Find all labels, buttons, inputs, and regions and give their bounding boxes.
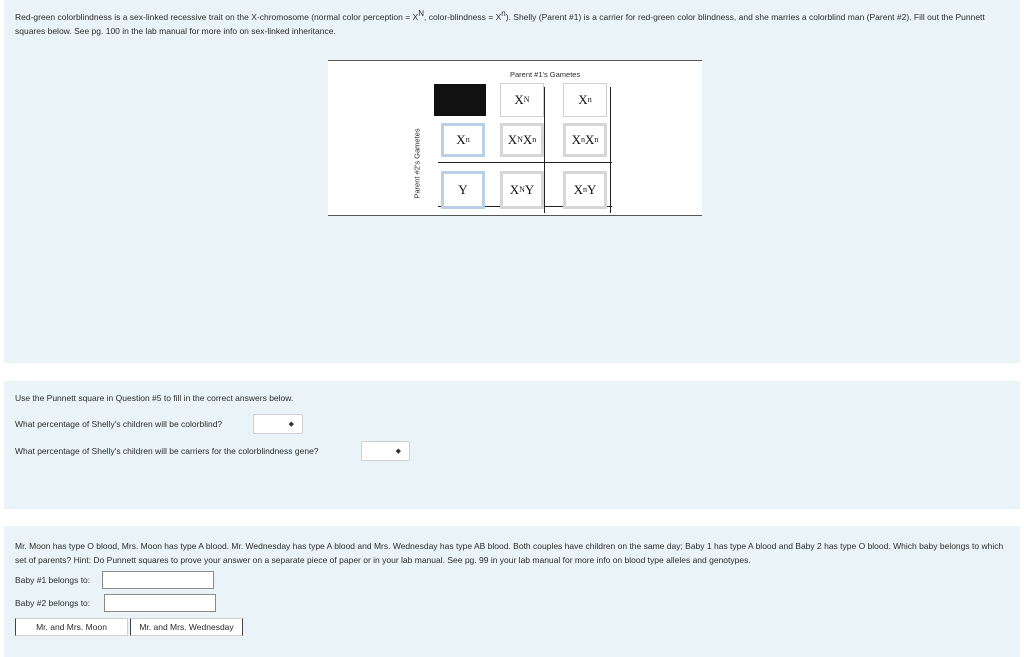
question-intro-text: Red-green colorblindness is a sex-linked recessive trait on the X-chromosome (normal color perception = $X^N$, color-blindness = $X^n$). Shelly (Parent #1) is a carrier for red-green color blindness, and she marries a colorblind man (Parent #2). Fill out the Punnett squares below. See pg. 100 in the lab manual for more info on sex-linked inheritance.	[15, 9, 985, 36]
question-panel-blood-type	[4, 526, 1020, 657]
baby2-label: Baby #2 belongs to:	[15, 598, 91, 608]
dropdown-arrow-icon: ◆	[288, 421, 294, 428]
gamete-header-left[interactable]: Y	[441, 171, 485, 209]
question-carriers-label: What percentage of Shelly's children will be carriers for the colorblindness gene?	[15, 446, 319, 456]
carriers-percentage-select[interactable]	[361, 441, 410, 461]
offspring-genotype-cell[interactable]: X N Y	[500, 171, 544, 209]
parent1-gametes-label: Parent #1's Gametes	[510, 70, 581, 79]
grid-line	[544, 87, 545, 213]
answer-option-moon[interactable]: Mr. and Mrs. Moon	[15, 618, 128, 636]
colorblind-percentage-select[interactable]	[253, 414, 303, 434]
dropdown-arrow-icon: ◆	[395, 448, 401, 455]
parent2-gametes-label: Parent #2's Gametes	[412, 128, 422, 199]
question-colorblind-label: What percentage of Shelly's children will be colorblind?	[15, 419, 223, 429]
offspring-genotype-cell[interactable]: X N X n	[500, 123, 544, 157]
question-text: Mr. Moon has type O blood, Mrs. Moon has type A blood. Mr. Wednesday has type A blood and Mrs. Wednesday has type AB blood. Both couples have children on the same day; Baby 1 has type A blood and Baby 2 has type O blood. Which baby belongs to which set of parents? Hint: Do Punnett squares to prove your answer on a separate piece of paper or in your lab manual. See pg. 99 in your lab manual for more info on blood type alleles and genotypes.	[15, 541, 1004, 565]
baby1-drop-zone[interactable]	[102, 571, 214, 589]
offspring-genotype-cell[interactable]: X n X n	[563, 123, 607, 157]
punnett-corner-block	[434, 84, 486, 116]
baby1-label: Baby #1 belongs to:	[15, 575, 91, 585]
gamete-header-top: X N	[500, 83, 544, 117]
grid-line	[438, 162, 612, 163]
gamete-header-top: X n	[563, 83, 607, 117]
punnett-square-figure	[328, 60, 702, 216]
grid-line	[610, 87, 611, 213]
question-intro-text: Use the Punnett square in Question #5 to fill in the correct answers below.	[15, 393, 294, 403]
gamete-header-left[interactable]: X n	[441, 123, 485, 157]
question-panel-percentages	[4, 381, 1020, 509]
question-panel-punnett	[4, 0, 1020, 363]
answer-option-wednesday[interactable]: Mr. and Mrs. Wednesday	[130, 618, 243, 636]
baby2-drop-zone[interactable]	[104, 594, 216, 612]
offspring-genotype-cell[interactable]: X n Y	[563, 171, 607, 209]
